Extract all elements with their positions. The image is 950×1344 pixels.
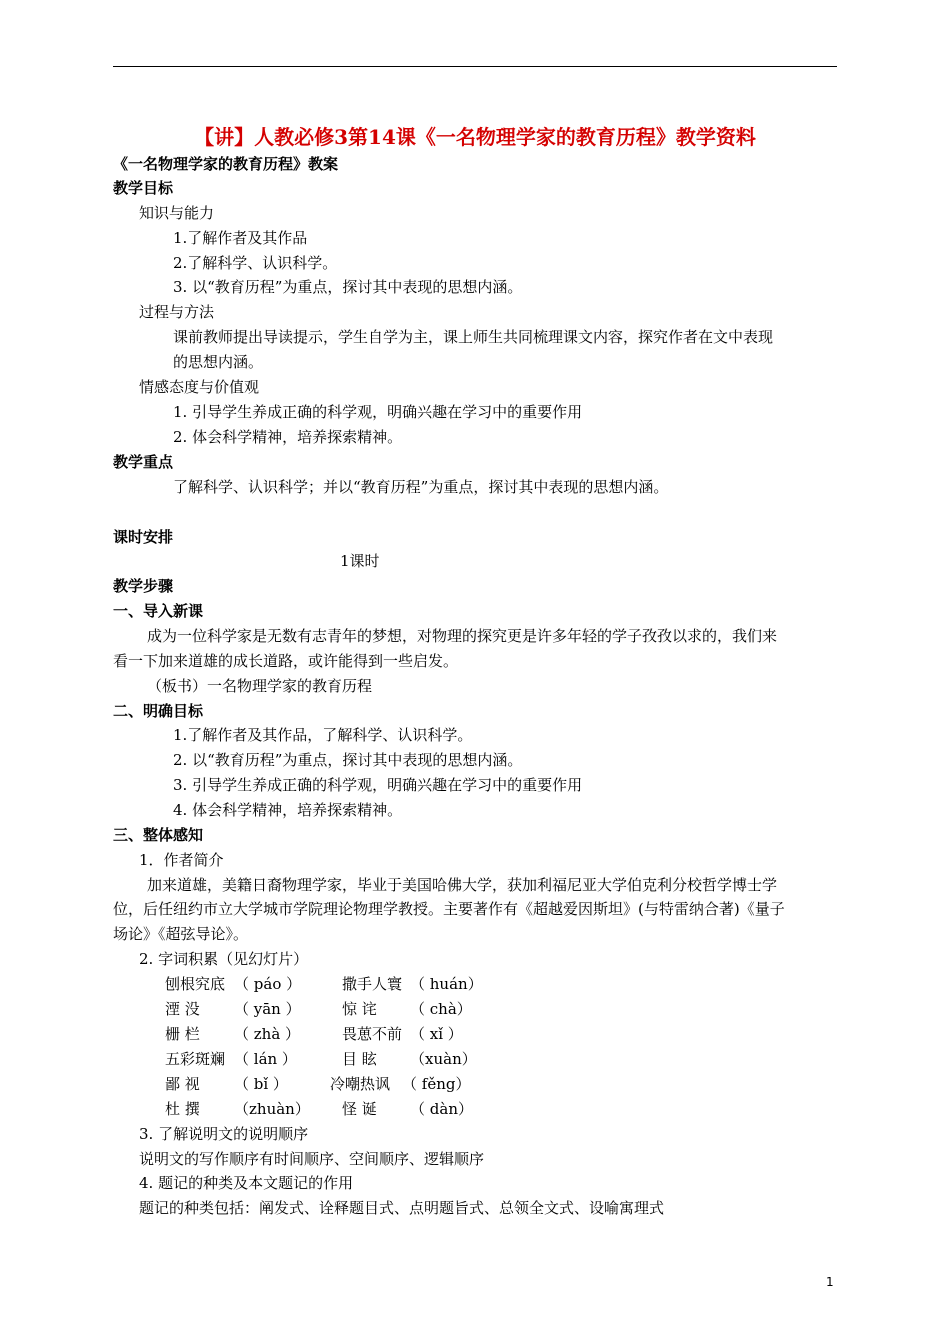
list-item: 2.了解科学、认识科学。: [173, 254, 338, 272]
subsection-heading: 4. 题记的种类及本文题记的作用: [139, 1174, 354, 1192]
paragraph-line: 成为一位科学家是无数有志青年的梦想，对物理的探究更是许多年轻的学子孜孜以求的，我们来: [147, 627, 778, 645]
subsection-heading: 1．作者简介: [139, 851, 224, 869]
subsection-heading: 2. 字词积累（见幻灯片）: [139, 950, 309, 968]
list-item: 1.了解作者及其作品，了解科学、认识科学。: [173, 726, 473, 744]
list-item: 1. 引导学生养成正确的科学观，明确兴趣在学习中的重要作用: [173, 403, 583, 421]
board-note: （板书）一名物理学家的教育历程: [147, 677, 373, 695]
vocab-pinyin: （ dàn）: [410, 1100, 473, 1118]
list-item: 2. 以“教育历程”为重点，探讨其中表现的思想内涵。: [173, 751, 523, 769]
vocab-word: 栅 栏: [165, 1025, 200, 1043]
paragraph-line: 加来道雄，美籍日裔物理学家，毕业于美国哈佛大学，获加利福尼亚大学伯克利分校哲学博士学: [147, 876, 778, 894]
vocab-word: 怪 诞: [342, 1100, 377, 1118]
vocab-word: 鄙 视: [165, 1075, 200, 1093]
vocab-pinyin: （ xǐ ）: [410, 1025, 463, 1043]
vocab-pinyin: （ huán）: [410, 975, 483, 993]
section-heading: 二、明确目标: [113, 702, 204, 720]
process-heading: 过程与方法: [139, 303, 215, 321]
list-item: 3. 以“教育历程”为重点，探讨其中表现的思想内涵。: [173, 278, 523, 296]
header-rule: [113, 66, 837, 67]
vocab-pinyin: （ bǐ ）: [234, 1075, 288, 1093]
paragraph-line: 位，后任纽约市立大学城市学院理论物理学教授。主要著作有《超越爱因斯坦》(与特雷纳合著)《量子: [113, 900, 785, 918]
vocab-word: 刨根究底: [165, 975, 226, 993]
vocab-pinyin: （ chà）: [410, 1000, 472, 1018]
paragraph-line: 说明文的写作顺序有时间顺序、空间顺序、逻辑顺序: [139, 1150, 485, 1168]
focus-heading: 教学重点: [113, 453, 174, 471]
vocab-pinyin: （ zhà ）: [234, 1025, 301, 1043]
paragraph-line: 看一下加来道雄的成长道路，或许能得到一些启发。: [113, 652, 459, 670]
page-number: 1: [826, 1275, 834, 1289]
vocab-word: 惊 诧: [342, 1000, 377, 1018]
knowledge-heading: 知识与能力: [139, 204, 215, 222]
vocab-word: 杜 撰: [165, 1100, 200, 1118]
schedule-heading: 课时安排: [113, 528, 174, 546]
steps-heading: 教学步骤: [113, 577, 174, 595]
vocab-word: 撒手人寰: [342, 975, 403, 993]
vocab-pinyin: （zhuàn）: [234, 1100, 310, 1118]
paragraph-line: 场论》《超弦导论》。: [113, 925, 249, 943]
paragraph-line: 题记的种类包括：阐发式、诠释题目式、点明题旨式、总领全文式、设喻寓理式: [139, 1199, 665, 1217]
section-heading: 三、整体感知: [113, 826, 204, 844]
list-item: 1.了解作者及其作品: [173, 229, 308, 247]
vocab-word: 湮 没: [165, 1000, 200, 1018]
paragraph-line: 课前教师提出导读提示，学生自学为主，课上师生共同梳理课文内容，探究作者在文中表现: [173, 328, 774, 346]
vocab-pinyin: （ yān ）: [234, 1000, 301, 1018]
schedule-text: 1课时: [340, 552, 380, 570]
subsection-heading: 3. 了解说明文的说明顺序: [139, 1125, 309, 1143]
vocab-word: 目 眩: [342, 1050, 377, 1068]
lesson-plan-subtitle: 《一名物理学家的教育历程》教案: [113, 155, 339, 173]
vocab-pinyin: （ páo ）: [234, 975, 302, 993]
vocab-pinyin: （ lán ）: [234, 1050, 297, 1068]
section-heading: 一、导入新课: [113, 602, 204, 620]
list-item: 3. 引导学生养成正确的科学观，明确兴趣在学习中的重要作用: [173, 776, 583, 794]
objectives-heading: 教学目标: [113, 179, 174, 197]
list-item: 4. 体会科学精神，培养探索精神。: [173, 801, 403, 819]
emotion-heading: 情感态度与价值观: [139, 378, 260, 396]
vocab-pinyin: （ fěng）: [402, 1075, 471, 1093]
paragraph-line: 的思想内涵。: [173, 353, 264, 371]
focus-text: 了解科学、认识科学；并以“教育历程”为重点，探讨其中表现的思想内涵。: [173, 478, 669, 496]
vocab-word: 五彩斑斓: [165, 1050, 226, 1068]
vocab-word: 冷嘲热讽: [330, 1075, 391, 1093]
document-title: 【讲】人教必修3第14课《一名物理学家的教育历程》教学资料: [194, 125, 756, 149]
vocab-word: 畏葸不前: [342, 1025, 403, 1043]
list-item: 2. 体会科学精神，培养探索精神。: [173, 428, 403, 446]
vocab-pinyin: （xuàn）: [410, 1050, 477, 1068]
